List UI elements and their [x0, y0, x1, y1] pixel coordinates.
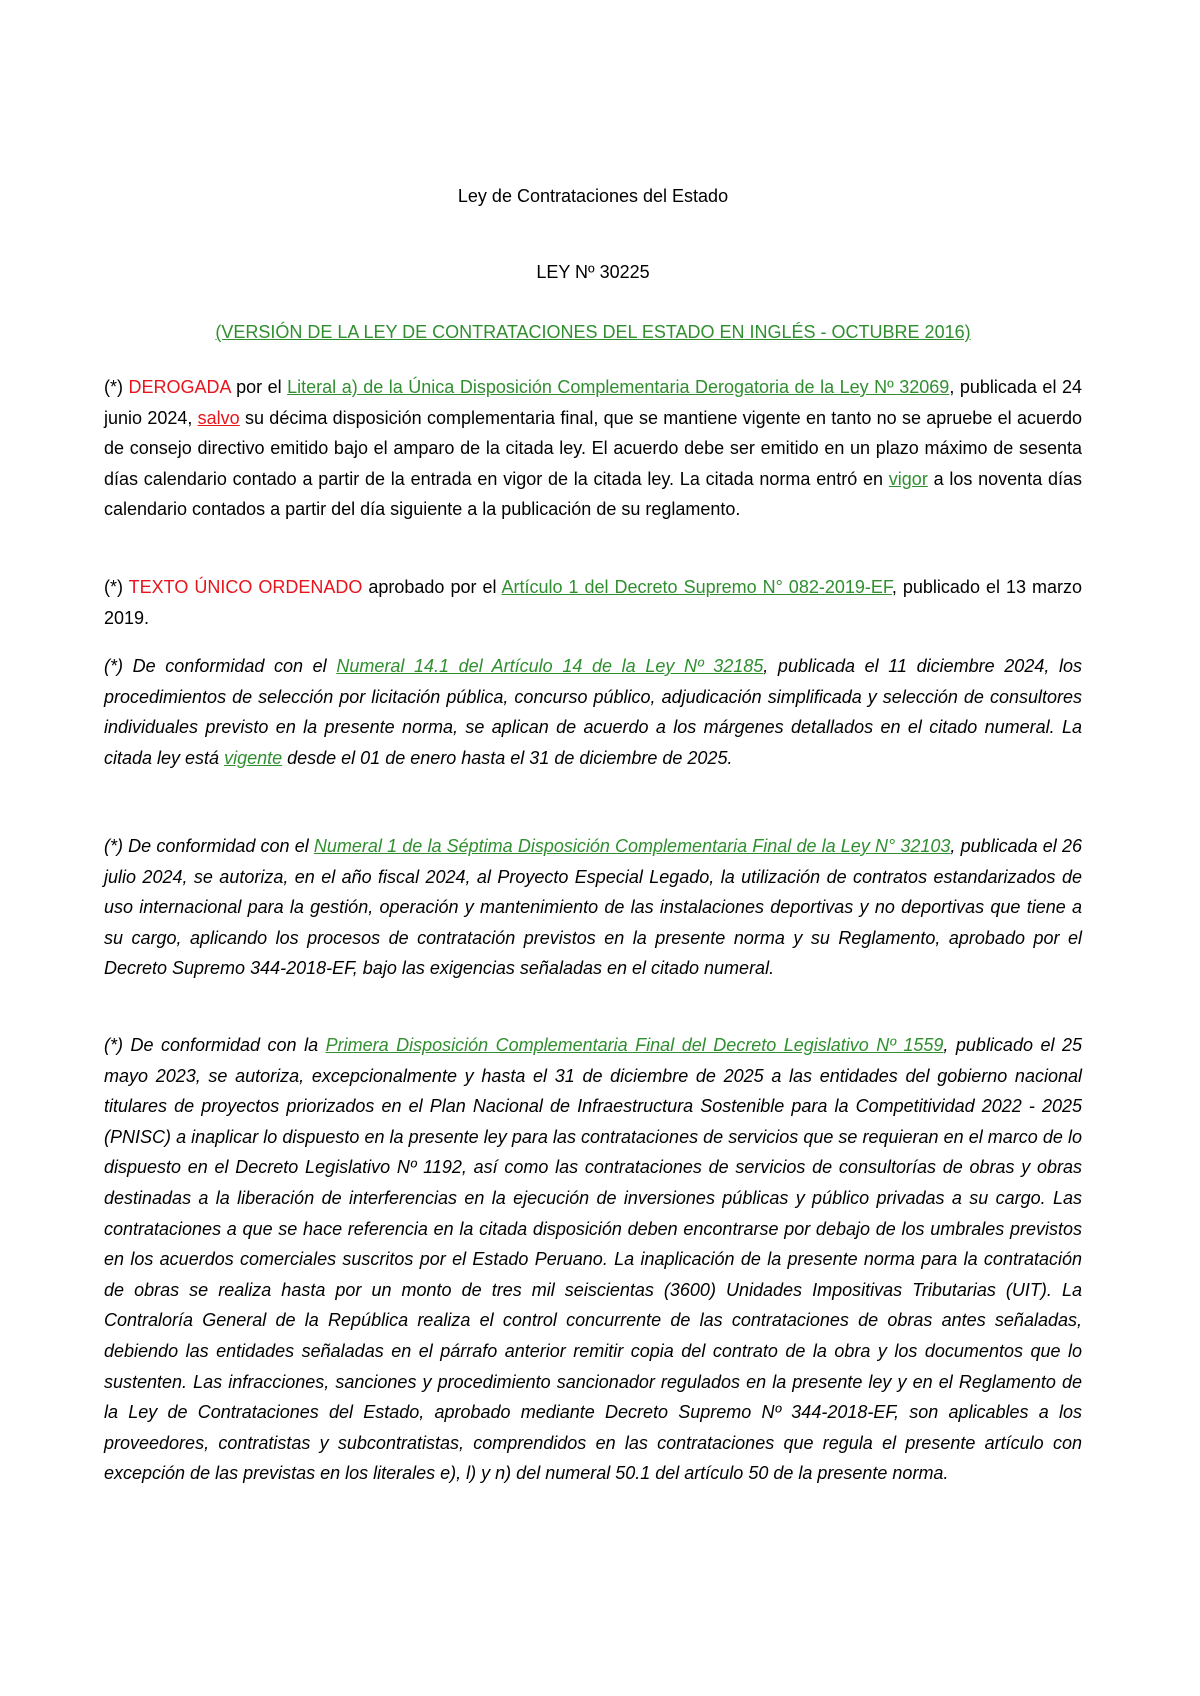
ds-082-2019-ef-link[interactable]: Artículo 1 del Decreto Supremo N° 082-2019-EF — [501, 577, 892, 597]
ley-32185-link[interactable]: Numeral 14.1 del Artículo 14 de la Ley Nº 32185 — [336, 656, 764, 676]
vigor-link[interactable]: vigor — [888, 468, 928, 489]
derogada-label: DEROGADA — [128, 377, 231, 397]
tuo-note — [104, 572, 1082, 633]
note-prefix: (*) — [104, 377, 129, 397]
note-text: por el — [230, 377, 288, 397]
note-text: (*) De conformidad con la — [104, 1035, 326, 1055]
ley-32069-link[interactable]: Literal a) de la Única Disposición Complementaria Derogatoria de la Ley Nº 32069 — [287, 377, 950, 397]
ley-32185-note — [104, 651, 1082, 773]
document-title: Ley de Contrataciones del Estado — [457, 186, 729, 206]
note-text: , publicado el 13 marzo 2019. — [104, 577, 1083, 628]
tuo-label: TEXTO ÚNICO ORDENADO — [128, 577, 363, 597]
note-text: (*) De conformidad con el — [104, 656, 337, 676]
note-text: desde el 01 de enero hasta el 31 de diciembre de 2025. — [282, 747, 733, 768]
note-text: , publicado el 25 mayo 2023, se autoriza, excepcionalmente y hasta el 31 de diciembre de 2025 a las entidades del gobierno nacional titulares de proyectos priorizados en el Plan Nacional de Infraestructura Sostenible para la Competitividad 2022 - 2025 (PNISC) a inaplicar lo dispuesto en la presente ley para las contrataciones de servicios que se requieran en el marco de lo dispuesto en el Decreto Legislativo Nº 1192, así como las contrataciones de servicios de consultorías de obras y obras destinadas a la liberación de interferencias en la ejecución de inversiones públicas y público privadas a su cargo. Las contrataciones a que se hace referencia en la citada disposición deben encontrarse por debajo de los umbrales previstos en los acuerdos comerciales suscritos por el Estado Peruano. La inaplicación de la presente norma para la contratación de obras se realiza hasta por un monto de tres mil seiscientas (3600) Unidades Impositivas Tributarias (UIT). La Contraloría General de la República realiza el control concurrente de las contrataciones de obras antes señaladas, debiendo las entidades señaladas en el párrafo anterior remitir copia del contrato de la obra y los documentos que lo sustenten. Las infracciones, sanciones y procedimiento sancionador regulados en la presente ley y en el Reglamento de la Ley de Contrataciones del Estado, aprobado mediante Decreto Supremo Nº 344-2018-EF, son aplicables a los proveedores, contratistas y subcontratistas, comprendidos en las contrataciones que regula el presente artículo con excepción de las previstas en los literales e), l) y n) del numeral 50.1 del artículo 50 de la presente norma. — [104, 1035, 1082, 1484]
note-text: a los noventa días calendario contados a partir del día siguiente a la publicación de su reglamento. — [104, 468, 1082, 520]
note-text: su décima disposición complementaria final, que se mantiene vigente en tanto no se apruebe el acuerdo de consejo directivo emitido bajo el amparo de la citada ley. El acuerdo debe ser emitido en un plazo máximo de sesenta días calendario contado a partir de la entrada en vigor de la citada ley. La citada norma entró en — [104, 407, 1082, 489]
note-text: aprobado por el — [362, 577, 502, 597]
note-text: , publicada el 26 julio 2024, se autoriza, en el año fiscal 2024, al Proyecto Especial Legado, la utilización de contratos estandarizados de uso internacional para la gestión, operación y mantenimiento de las instalaciones deportivas y no deportivas que tiene a su cargo, aplicando los procesos de contratación previstos en la presente norma y su Reglamento, aprobado por el Decreto Supremo 344-2018-EF, bajo las exigencias señaladas en el citado numeral. — [104, 836, 1082, 979]
law-number: LEY Nº 30225 — [536, 262, 650, 282]
ley-32103-note — [104, 831, 1082, 984]
note-text: , publicada el 11 diciembre 2024, los procedimientos de selección por licitación pública, concurso público, adjudicación simplificada y selección de consultores individuales previsto en la presente norma, se aplican de acuerdo a los márgenes detallados en el citado numeral. La citada ley está — [104, 656, 1083, 768]
english-version-link[interactable]: (VERSIÓN DE LA LEY DE CONTRATACIONES DEL ESTADO EN INGLÉS - OCTUBRE 2016) — [215, 322, 971, 342]
ley-32103-link[interactable]: Numeral 1 de la Séptima Disposición Complementaria Final de la Ley N° 32103 — [313, 836, 951, 856]
note-text: (*) De conformidad con el — [104, 836, 314, 856]
derogation-note — [104, 372, 1082, 525]
salvo-link[interactable]: salvo — [197, 407, 240, 428]
dl-1559-note — [104, 1030, 1082, 1489]
vigente-link[interactable]: vigente — [224, 747, 283, 768]
note-prefix: (*) — [104, 577, 129, 597]
note-text: , publicada el 24 junio 2024, — [104, 377, 1082, 428]
dl-1559-link[interactable]: Primera Disposición Complementaria Final del Decreto Legislativo Nº 1559 — [325, 1035, 944, 1055]
